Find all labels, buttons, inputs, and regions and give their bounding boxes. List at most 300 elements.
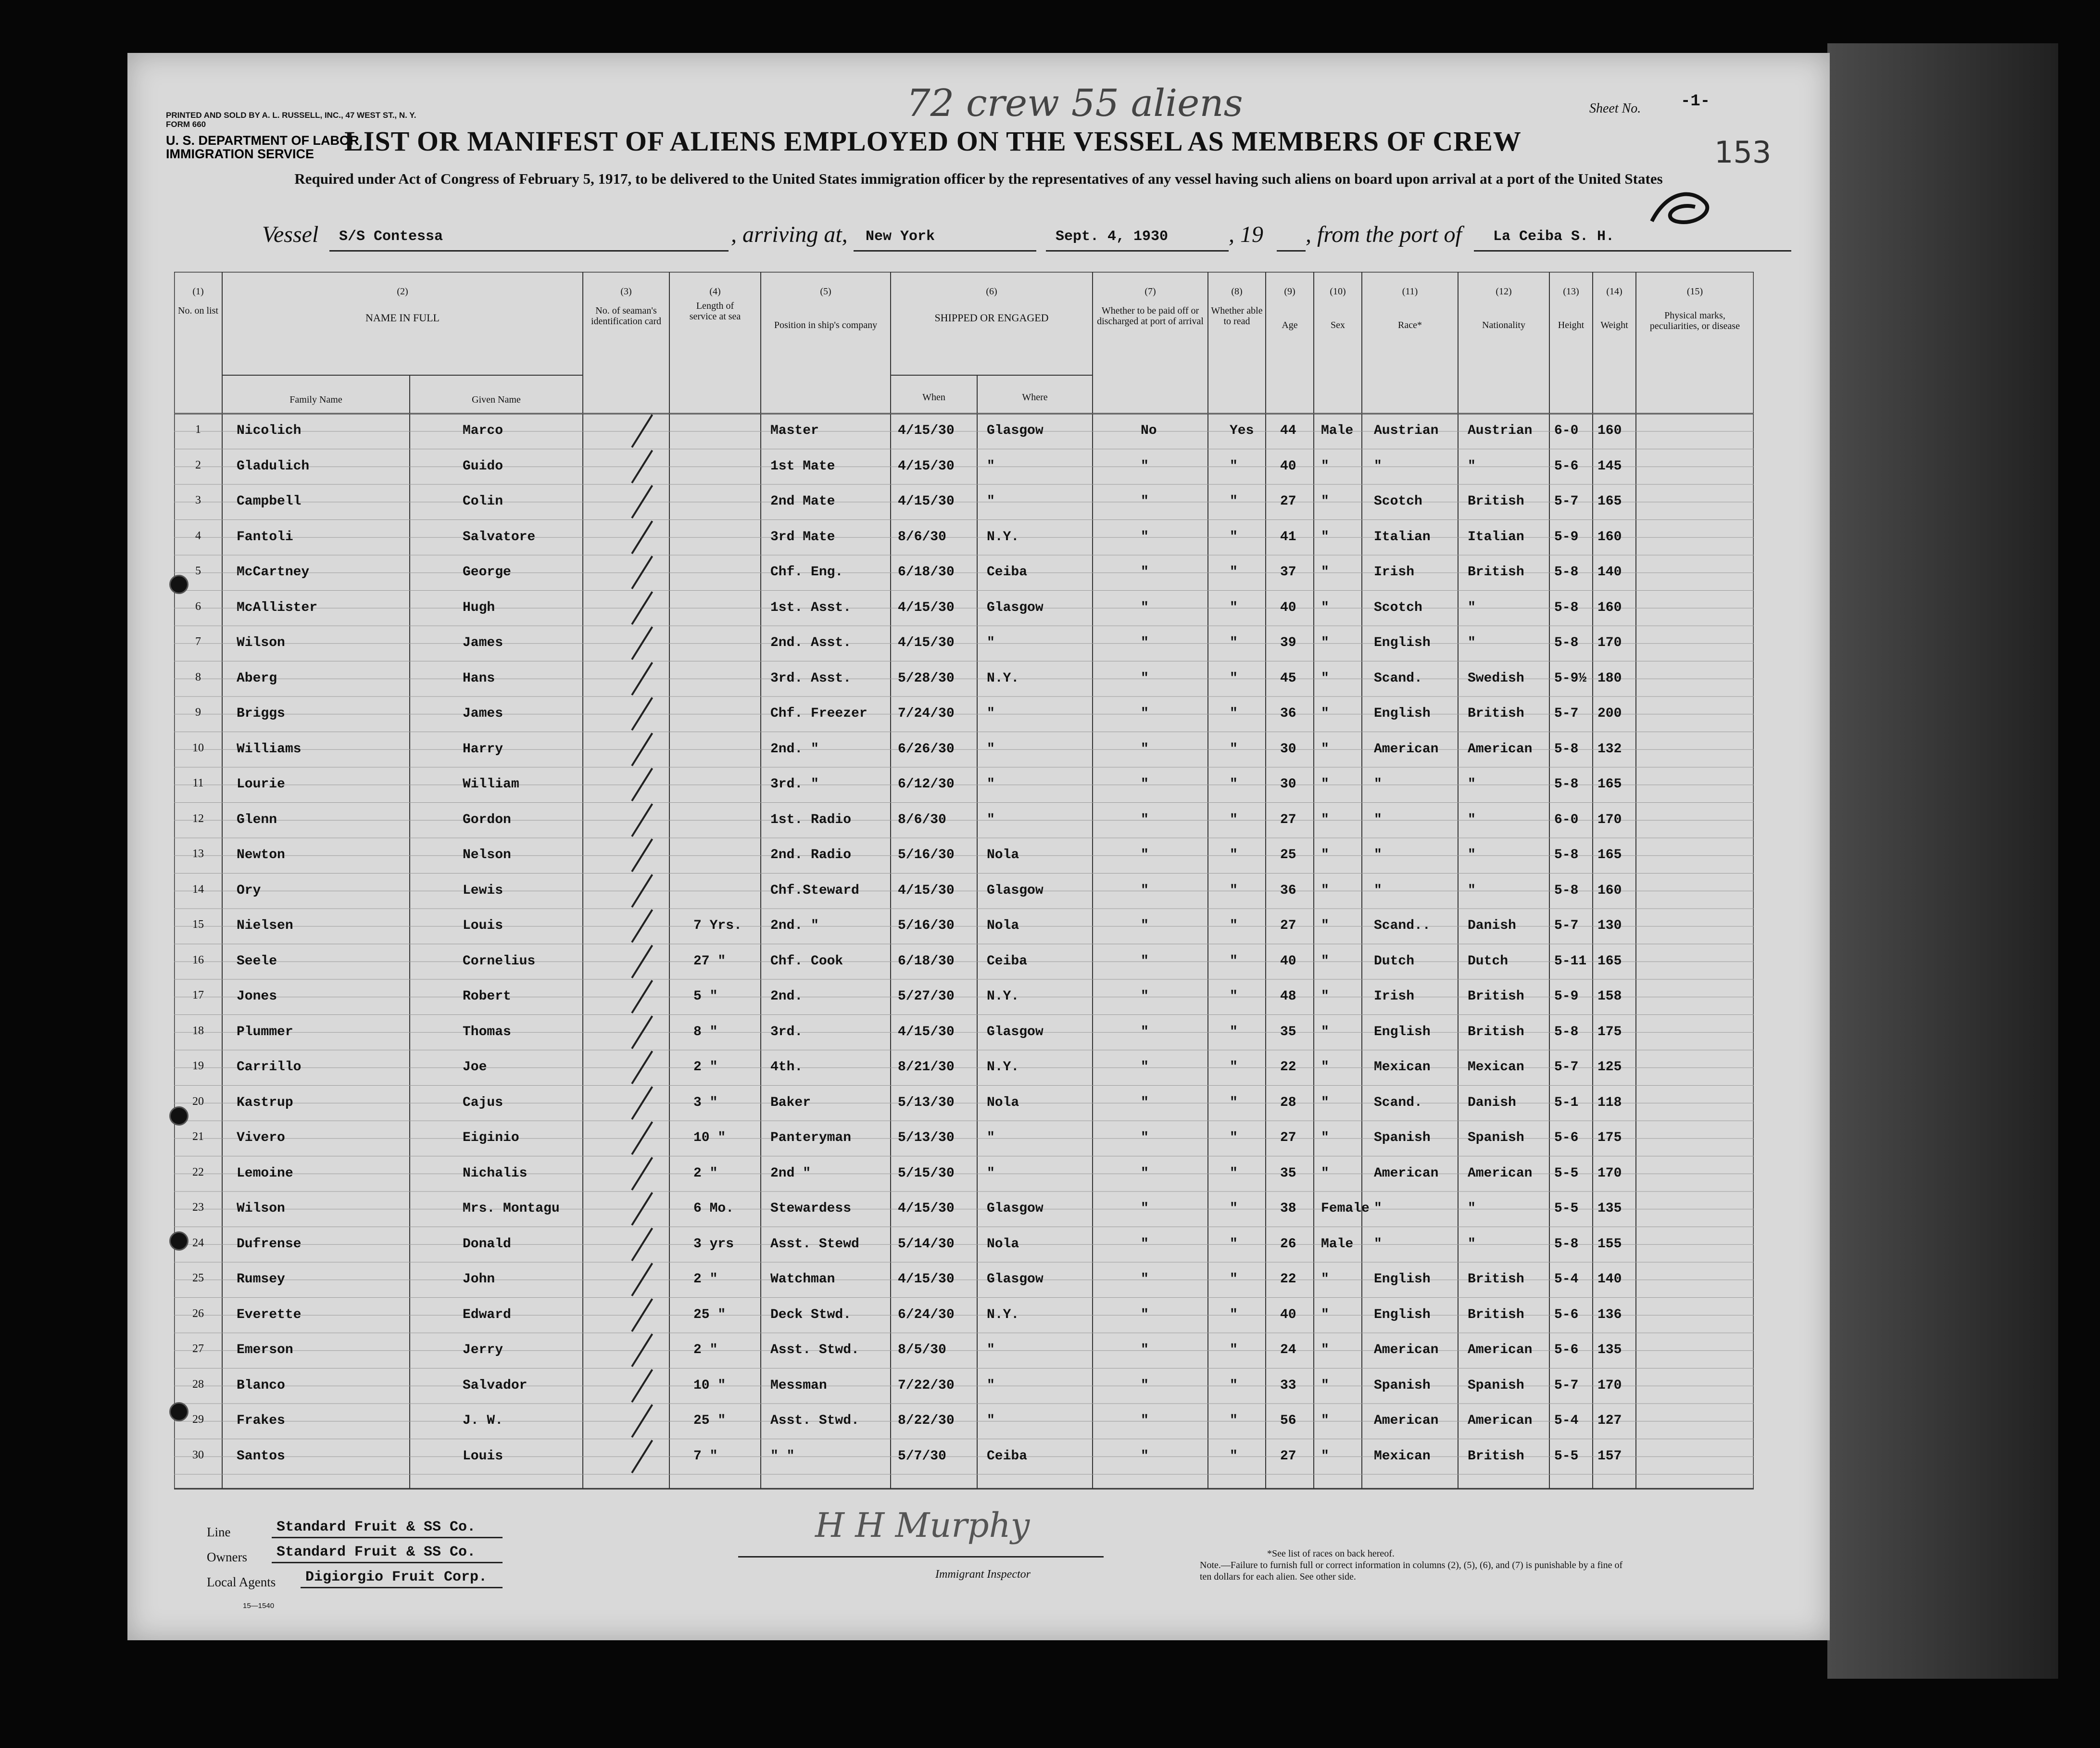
cell-given: William	[463, 777, 519, 792]
cell-weight: 170	[1597, 1165, 1622, 1181]
cell-nationality: British	[1468, 1272, 1524, 1287]
cell-when: 6/24/30	[898, 1307, 955, 1322]
cell-paid: "	[1141, 1307, 1149, 1322]
cell-no: 29	[192, 1413, 204, 1426]
cell-when: 6/26/30	[898, 741, 955, 757]
cell-paid: "	[1141, 635, 1149, 650]
cell-where: "	[987, 1378, 995, 1393]
cell-sex: "	[1321, 1307, 1329, 1322]
col-9-number: (9)	[1284, 286, 1295, 297]
cell-sex: "	[1321, 1272, 1329, 1287]
cell-age: 36	[1280, 883, 1296, 898]
cell-nationality: British	[1468, 1448, 1524, 1464]
cell-nationality: Austrian	[1468, 423, 1533, 438]
cell-no: 24	[192, 1236, 204, 1249]
cell-sex: "	[1321, 635, 1329, 650]
arrival-port: New York	[866, 228, 935, 245]
cell-weight: 135	[1597, 1343, 1622, 1357]
cell-no: 10	[192, 741, 204, 754]
cell-position: 1st Mate	[770, 458, 835, 474]
cell-no: 3	[195, 494, 201, 507]
cell-age: 36	[1280, 706, 1296, 721]
cell-service: 7 Yrs.	[693, 918, 742, 933]
cell-position: 3rd Mate	[770, 529, 835, 545]
cell-height: 5-5	[1554, 1448, 1579, 1464]
cell-age: 26	[1280, 1236, 1296, 1252]
arrival-underline	[854, 250, 1036, 252]
cell-paid: "	[1141, 777, 1149, 792]
cell-height: 5-9	[1554, 529, 1579, 545]
cell-service: 10 "	[693, 1130, 726, 1145]
cell-when: 7/22/30	[898, 1378, 955, 1393]
cell-age: 30	[1280, 777, 1296, 792]
cell-read: Yes	[1230, 423, 1254, 438]
cell-position: Deck Stwd.	[770, 1307, 852, 1322]
cell-no: 6	[195, 600, 201, 613]
cell-no: 14	[192, 883, 204, 896]
owners-label: Owners	[207, 1550, 247, 1564]
cell-race: English	[1374, 706, 1431, 721]
cell-weight: 165	[1597, 777, 1622, 792]
cell-race: American	[1374, 741, 1439, 757]
line-value: Standard Fruit & SS Co.	[277, 1519, 476, 1535]
cell-weight: 170	[1597, 635, 1622, 650]
cell-weight: 132	[1597, 741, 1622, 757]
cell-no: 2	[195, 458, 201, 471]
cell-age: 27	[1280, 918, 1296, 933]
cell-read: "	[1230, 1201, 1238, 1216]
cell-given: Mrs. Montagu	[463, 1201, 560, 1216]
cell-family: Kastrup	[237, 1095, 293, 1110]
cell-age: 27	[1280, 812, 1296, 827]
cell-when: 8/6/30	[898, 812, 946, 827]
cell-family: Carrillo	[237, 1060, 302, 1075]
cell-when: 4/15/30	[898, 494, 955, 509]
cell-position: Watchman	[770, 1272, 835, 1287]
cell-service: 10 "	[693, 1378, 726, 1393]
cell-when: 4/15/30	[898, 1024, 955, 1039]
line-label: Line	[207, 1525, 231, 1539]
cell-race: Scand.	[1374, 671, 1422, 686]
cell-sex: "	[1321, 1060, 1329, 1075]
cell-read: "	[1230, 918, 1238, 933]
cell-race: Spanish	[1374, 1130, 1431, 1145]
cell-nationality: Spanish	[1468, 1378, 1524, 1393]
cell-height: 5-4	[1554, 1272, 1579, 1287]
cell-height: 5-8	[1554, 741, 1579, 757]
cell-where: "	[987, 706, 995, 721]
cell-race: Scand.	[1374, 1095, 1422, 1110]
cell-position: 3rd. Asst.	[770, 671, 852, 686]
cell-no: 30	[192, 1448, 204, 1461]
cell-where: Nola	[987, 1095, 1019, 1110]
cell-race: Irish	[1374, 565, 1415, 580]
col-8-header: Whether able to read	[1211, 305, 1263, 327]
cell-height: 5-8	[1554, 600, 1579, 615]
cell-read: "	[1230, 953, 1238, 969]
cell-age: 27	[1280, 1448, 1296, 1464]
cell-read: "	[1230, 741, 1238, 757]
cell-service: 6 Mo.	[693, 1201, 734, 1216]
col-5-header: Position in ship's company	[774, 320, 878, 330]
cell-when: 5/27/30	[898, 989, 955, 1004]
cell-no: 19	[192, 1060, 204, 1072]
cell-given: James	[463, 635, 503, 650]
cell-sex: Male	[1321, 423, 1354, 438]
cell-race: Scotch	[1374, 494, 1422, 509]
cell-height: 5-8	[1554, 848, 1579, 862]
cell-weight: 165	[1597, 848, 1622, 862]
cell-height: 5-8	[1554, 1024, 1579, 1039]
cell-service: 7 "	[693, 1448, 718, 1464]
cell-nationality: British	[1468, 494, 1524, 509]
cell-weight: 158	[1597, 989, 1622, 1004]
cell-where: "	[987, 741, 995, 757]
vessel-name: S/S Contessa	[339, 228, 443, 245]
cell-family: Nielsen	[237, 918, 293, 933]
cell-paid: "	[1141, 1236, 1149, 1252]
cell-paid: "	[1141, 600, 1149, 615]
cell-position: 1st. Radio	[770, 812, 852, 827]
cell-weight: 160	[1597, 600, 1622, 615]
cell-weight: 200	[1597, 706, 1622, 721]
cell-weight: 175	[1597, 1024, 1622, 1039]
cell-where: N.Y.	[987, 989, 1019, 1004]
cell-read: "	[1230, 1060, 1238, 1075]
col-10-number: (10)	[1330, 286, 1346, 297]
cell-no: 28	[192, 1378, 204, 1391]
cell-nationality: Dutch	[1468, 953, 1509, 969]
cell-race: "	[1374, 458, 1382, 474]
cell-position: Asst. Stewd	[770, 1236, 859, 1252]
cell-service: 2 "	[693, 1165, 718, 1181]
cell-paid: "	[1141, 1201, 1149, 1216]
cell-race: English	[1374, 635, 1431, 650]
cell-position: 2nd Mate	[770, 494, 835, 509]
cell-family: Wilson	[237, 635, 285, 650]
cell-paid: "	[1141, 883, 1149, 898]
cell-family: Campbell	[237, 494, 302, 509]
cell-read: "	[1230, 1448, 1238, 1464]
cell-given: Salvatore	[463, 529, 536, 545]
cell-read: "	[1230, 1378, 1238, 1393]
cell-position: Asst. Stwd.	[770, 1343, 859, 1357]
cell-read: "	[1230, 812, 1238, 827]
cell-paid: "	[1141, 1448, 1149, 1464]
cell-family: Lemoine	[237, 1165, 293, 1181]
cell-paid: No	[1141, 423, 1157, 438]
cell-read: "	[1230, 883, 1238, 898]
cell-given: Nelson	[463, 848, 511, 862]
port-underline	[1474, 250, 1791, 252]
cell-no: 25	[192, 1272, 204, 1284]
cell-position: 2nd. Asst.	[770, 635, 852, 650]
cell-weight: 155	[1597, 1236, 1622, 1252]
cell-age: 27	[1280, 1130, 1296, 1145]
cell-position: Asst. Stwd.	[770, 1413, 859, 1428]
inspector-signature: H H Murphy	[815, 1506, 1030, 1545]
cell-paid: "	[1141, 565, 1149, 580]
cell-read: "	[1230, 1343, 1238, 1357]
cell-sex: "	[1321, 1378, 1329, 1393]
col-7-header: Whether to be paid off or discharged at port of arrival	[1097, 305, 1204, 327]
cell-nationality: "	[1468, 812, 1476, 827]
cell-paid: "	[1141, 1378, 1149, 1393]
cell-paid: "	[1141, 671, 1149, 686]
cell-age: 27	[1280, 494, 1296, 509]
cell-when: 4/15/30	[898, 1201, 955, 1216]
cell-no: 15	[192, 918, 204, 931]
cell-where: Ceiba	[987, 1448, 1028, 1464]
col-11-number: (11)	[1402, 286, 1418, 297]
cell-weight: 175	[1597, 1130, 1622, 1145]
cell-family: Fantoli	[237, 529, 293, 545]
cell-paid: "	[1141, 494, 1149, 509]
cell-weight: 160	[1597, 883, 1622, 898]
cell-paid: "	[1141, 918, 1149, 933]
col-13-header: Height	[1558, 320, 1584, 330]
cell-when: 8/6/30	[898, 529, 946, 545]
cell-position: 2nd. "	[770, 741, 819, 757]
cell-where: "	[987, 635, 995, 650]
cell-sex: "	[1321, 953, 1329, 969]
cell-no: 20	[192, 1095, 204, 1108]
cell-age: 37	[1280, 565, 1296, 580]
cell-read: "	[1230, 1413, 1238, 1428]
cell-race: "	[1374, 1201, 1382, 1216]
owners-value: Standard Fruit & SS Co.	[277, 1544, 476, 1560]
cell-race: Scand..	[1374, 918, 1431, 933]
cell-read: "	[1230, 600, 1238, 615]
cell-paid: "	[1141, 848, 1149, 862]
cell-family: Plummer	[237, 1024, 293, 1039]
cell-no: 27	[192, 1343, 204, 1355]
cell-where: Ceiba	[987, 953, 1028, 969]
cell-family: Briggs	[237, 706, 285, 721]
cell-no: 12	[192, 812, 204, 825]
cell-given: Hugh	[463, 600, 495, 615]
cell-family: Santos	[237, 1448, 285, 1464]
cell-given: Colin	[463, 494, 503, 509]
cell-height: 6-0	[1554, 812, 1579, 827]
cell-where: N.Y.	[987, 529, 1019, 545]
cell-race: Irish	[1374, 989, 1415, 1004]
cell-given: Harry	[463, 741, 503, 757]
cell-read: "	[1230, 1236, 1238, 1252]
cell-when: 6/18/30	[898, 953, 955, 969]
cell-family: Vivero	[237, 1130, 285, 1145]
col-6a-header: When	[922, 392, 945, 403]
cell-nationality: Danish	[1468, 1095, 1516, 1110]
cell-no: 8	[195, 671, 201, 684]
cell-height: 5-6	[1554, 1307, 1579, 1322]
cell-height: 5-5	[1554, 1165, 1579, 1181]
cell-when: 4/15/30	[898, 458, 955, 474]
cell-family: Aberg	[237, 671, 277, 686]
cell-given: Joe	[463, 1060, 487, 1075]
cell-weight: 140	[1597, 1272, 1622, 1287]
cell-position: Chf.Steward	[770, 883, 859, 898]
cell-age: 40	[1280, 953, 1296, 969]
cell-race: "	[1374, 777, 1382, 792]
cell-where: Glasgow	[987, 1024, 1044, 1039]
cell-paid: "	[1141, 1024, 1149, 1039]
col-3-header: No. of seaman's identification card	[591, 305, 662, 327]
cell-no: 4	[195, 529, 201, 542]
cell-no: 9	[195, 706, 201, 719]
cell-weight: 180	[1597, 671, 1622, 686]
cell-race: Spanish	[1374, 1378, 1431, 1393]
cell-service: 3 "	[693, 1095, 718, 1110]
cell-age: 41	[1280, 529, 1296, 545]
cell-position: 3rd. "	[770, 777, 819, 792]
cell-age: 28	[1280, 1095, 1296, 1110]
cell-nationality: "	[1468, 1201, 1476, 1216]
cell-no: 5	[195, 565, 201, 577]
cell-no: 1	[195, 423, 201, 436]
cell-family: Dufrense	[237, 1236, 302, 1252]
cell-when: 5/16/30	[898, 918, 955, 933]
cell-when: 4/15/30	[898, 635, 955, 650]
col-15-number: (15)	[1686, 286, 1703, 297]
cell-weight: 157	[1597, 1448, 1622, 1464]
cell-where: "	[987, 1413, 995, 1428]
cell-service: 5 "	[693, 989, 718, 1004]
cell-height: 5-9½	[1554, 671, 1587, 686]
cell-family: Everette	[237, 1307, 302, 1322]
cell-when: 5/13/30	[898, 1130, 955, 1145]
col-9-header: Age	[1282, 320, 1298, 330]
arrival-date: Sept. 4, 1930	[1056, 228, 1169, 245]
cell-position: 2nd.	[770, 989, 803, 1004]
cell-age: 24	[1280, 1343, 1296, 1357]
cell-no: 16	[192, 953, 204, 966]
cell-given: Cornelius	[463, 953, 536, 969]
binder-hole	[169, 575, 189, 594]
cell-weight: 170	[1597, 812, 1622, 827]
vessel-underline	[329, 250, 729, 252]
cell-age: 56	[1280, 1413, 1296, 1428]
cell-sex: "	[1321, 883, 1329, 898]
races-note: *See list of races on back hereof.	[1267, 1548, 1395, 1559]
cell-given: Cajus	[463, 1095, 503, 1110]
cell-position: Panteryman	[770, 1130, 852, 1145]
cell-nationality: American	[1468, 1413, 1533, 1428]
cell-race: Mexican	[1374, 1060, 1431, 1075]
cell-paid: "	[1141, 458, 1149, 474]
cell-family: Emerson	[237, 1343, 293, 1357]
cell-no: 13	[192, 848, 204, 860]
cell-paid: "	[1141, 812, 1149, 827]
cell-weight: 145	[1597, 458, 1622, 474]
col-2-header: NAME IN FULL	[365, 312, 440, 324]
cell-height: 5-8	[1554, 883, 1579, 898]
cell-weight: 118	[1597, 1095, 1622, 1110]
form-code: 15—1540	[243, 1602, 275, 1610]
cell-sex: "	[1321, 1343, 1329, 1357]
handwritten-crew-note: 72 crew 55 aliens	[906, 82, 1243, 125]
binder-hole	[169, 1402, 189, 1421]
department-name: U. S. DEPARTMENT OF LABOR	[166, 133, 359, 148]
cell-race: Scotch	[1374, 600, 1422, 615]
col-13-number: (13)	[1563, 286, 1579, 297]
agents-underline	[301, 1587, 503, 1588]
cell-nationality: "	[1468, 635, 1476, 650]
cell-where: Glasgow	[987, 1272, 1044, 1287]
cell-when: 4/15/30	[898, 883, 955, 898]
cell-race: Austrian	[1374, 423, 1439, 438]
cell-sex: "	[1321, 812, 1329, 827]
cell-age: 38	[1280, 1201, 1296, 1216]
cell-weight: 130	[1597, 918, 1622, 933]
service-name: IMMIGRATION SERVICE	[166, 147, 314, 161]
cell-family: Lourie	[237, 777, 285, 792]
cell-read: "	[1230, 494, 1238, 509]
cell-sex: "	[1321, 1024, 1329, 1039]
cell-paid: "	[1141, 1413, 1149, 1428]
cell-service: 2 "	[693, 1272, 718, 1287]
cell-sex: "	[1321, 1413, 1329, 1428]
col-2a-header: Family Name	[289, 394, 342, 405]
cell-read: "	[1230, 1130, 1238, 1145]
cell-age: 33	[1280, 1378, 1296, 1393]
col-6-number: (6)	[986, 286, 997, 297]
col-11-header: Race*	[1398, 320, 1422, 330]
arriving-label: , arriving at,	[731, 222, 848, 247]
cell-sex: "	[1321, 600, 1329, 615]
cell-sex: "	[1321, 1165, 1329, 1181]
binder-hole	[169, 1106, 189, 1126]
cell-sex: "	[1321, 671, 1329, 686]
col-4-number: (4)	[709, 286, 721, 297]
page-number: 153	[1714, 135, 1772, 170]
cell-no: 18	[192, 1024, 204, 1037]
cell-height: 5-7	[1554, 1060, 1579, 1075]
cell-paid: "	[1141, 741, 1149, 757]
scribble-mark	[1647, 183, 1719, 236]
cell-where: "	[987, 777, 995, 792]
cell-position: Chf. Freezer	[770, 706, 868, 721]
cell-race: American	[1374, 1165, 1439, 1181]
cell-family: Seele	[237, 953, 277, 969]
cell-no: 22	[192, 1165, 204, 1178]
cell-age: 35	[1280, 1024, 1296, 1039]
cell-age: 39	[1280, 635, 1296, 650]
cell-given: George	[463, 565, 511, 580]
cell-height: 5-9	[1554, 989, 1579, 1004]
cell-where: Glasgow	[987, 423, 1044, 438]
col-6-header: SHIPPED OR ENGAGED	[934, 312, 1049, 324]
cell-weight: 165	[1597, 494, 1622, 509]
cell-where: Glasgow	[987, 1201, 1044, 1216]
owners-underline	[272, 1562, 503, 1563]
year-underline	[1277, 250, 1306, 252]
cell-paid: "	[1141, 529, 1149, 545]
cell-read: "	[1230, 458, 1238, 474]
cell-family: McCartney	[237, 565, 310, 580]
cell-age: 30	[1280, 741, 1296, 757]
cell-when: 4/15/30	[898, 1272, 955, 1287]
cell-nationality: American	[1468, 1343, 1533, 1357]
cell-where: "	[987, 1130, 995, 1145]
cell-read: "	[1230, 706, 1238, 721]
cell-height: 5-6	[1554, 1343, 1579, 1357]
cell-nationality: American	[1468, 1165, 1533, 1181]
cell-when: 5/16/30	[898, 848, 955, 862]
cell-given: Louis	[463, 918, 503, 933]
cell-nationality: British	[1468, 989, 1524, 1004]
printer-text: PRINTED AND SOLD BY A. L. RUSSELL, INC., 47 WEST ST., N. Y.	[166, 111, 416, 120]
